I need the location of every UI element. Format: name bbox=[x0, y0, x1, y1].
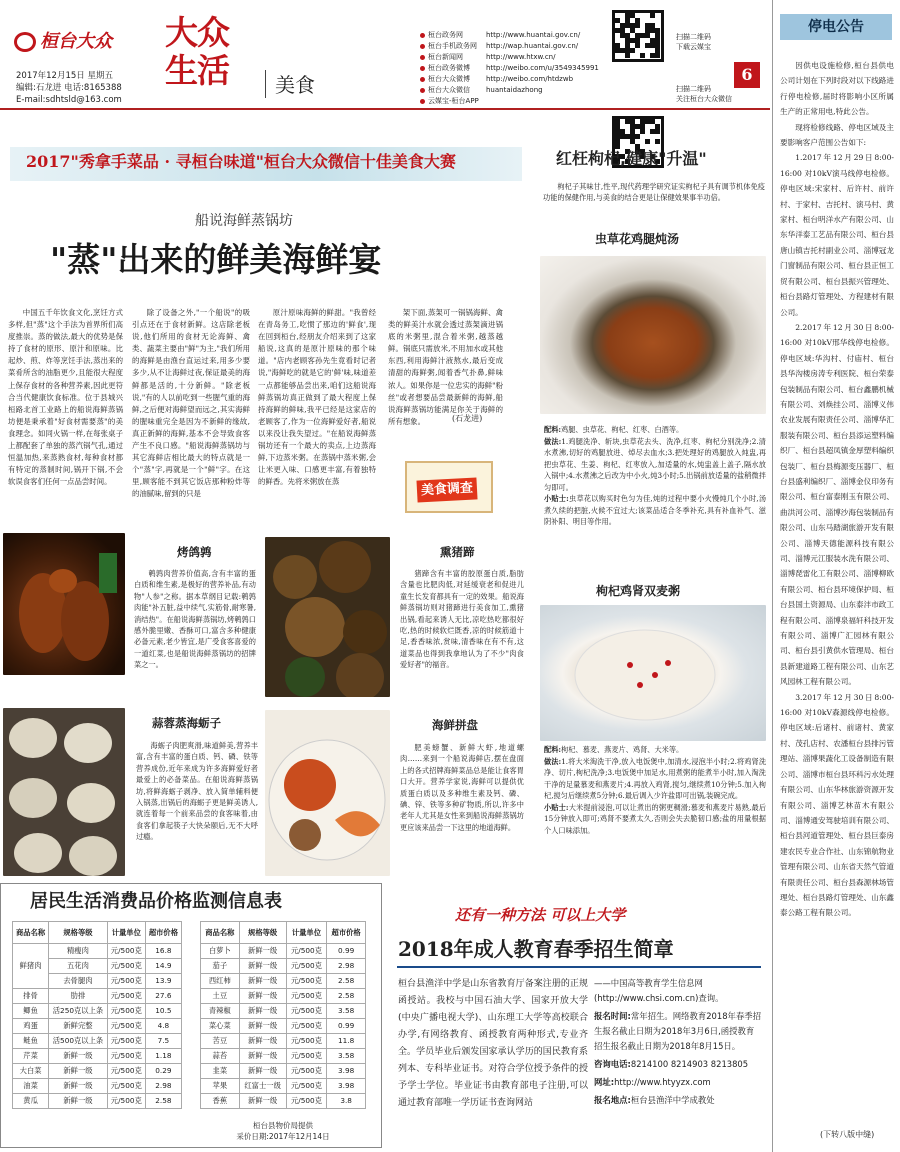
article-column: 架下面,蒸架可一锅锅海鲜、禽类的鲜美汁水就会透过蒸架滴进锅底的米粥里,混合着米粥,越蒸越鲜。锅底只需放米,不用加水或其他东西,利用海鲜汁液熬水,最后变成清甜的海鲜粥,闻着香气扑鼻,鲜味浓人。如果你是一位忠实的海鲜"粉丝"或者想要品尝最新鲜的海鲜,船说海鲜蒸锅坊能满足你关于海鲜的所有想象。 bbox=[388, 308, 503, 426]
table-cell: 元/500克 bbox=[107, 974, 145, 989]
media-link-url[interactable]: huantaidazhong bbox=[486, 86, 543, 94]
table-cell: 27.6 bbox=[145, 989, 181, 1004]
media-link-name: 桓台政务微博 bbox=[428, 64, 470, 72]
table-cell: 红富士一级 bbox=[239, 1079, 286, 1094]
recipe-label: 小贴士: bbox=[544, 494, 569, 503]
porridge-photo bbox=[540, 605, 766, 741]
qr-caption bbox=[676, 84, 732, 104]
article-author: (石龙进) bbox=[452, 414, 483, 423]
section-banner-title bbox=[165, 14, 261, 90]
recipe-text: 大米提前浸泡,可以让煮出的粥更稠滑;慕麦和燕麦片易熟,最后15分钟放入即可;鸡肾不要煮太久,否则会失去脆韧口感;盐的用量根据个人口味添加。 bbox=[544, 802, 767, 835]
table-cell: 元/500克 bbox=[107, 944, 145, 959]
table-cell: 活500克以上条 bbox=[49, 1034, 108, 1049]
table-cell: 14.9 bbox=[145, 959, 181, 974]
article-title: "蒸"出来的鲜美海鲜宴 bbox=[50, 240, 382, 279]
dish-title: 烤鸽鹑 bbox=[177, 545, 212, 559]
table-cell: 新鲜一级 bbox=[239, 1004, 286, 1019]
table-cell: 16.8 bbox=[145, 944, 181, 959]
table-cell: 苦豆 bbox=[201, 1034, 240, 1049]
media-link-row[interactable] bbox=[420, 52, 599, 63]
table-cell: 元/500克 bbox=[286, 944, 327, 959]
ad-phone bbox=[594, 1057, 762, 1072]
bullet-icon bbox=[420, 77, 425, 82]
recipe-text: 鸡腿、虫草花、枸杞、红枣、白酒等。 bbox=[561, 425, 684, 434]
table-cell: 新鲜一级 bbox=[239, 1034, 286, 1049]
table-row bbox=[201, 989, 366, 1004]
media-link-url[interactable]: http://weibo.com/htdzwb bbox=[486, 75, 574, 83]
page-number: 6 bbox=[734, 62, 760, 88]
qr-caption-line: 扫描二维码 bbox=[676, 85, 711, 93]
table-cell: 排骨 bbox=[13, 989, 49, 1004]
ad-body-right bbox=[594, 976, 762, 1108]
table-row bbox=[201, 1079, 366, 1094]
table-row bbox=[13, 944, 182, 959]
table-cell: 肋排 bbox=[49, 989, 108, 1004]
ad-label: 报名地点: bbox=[594, 1095, 631, 1105]
recipe-para bbox=[544, 756, 766, 802]
table-cell: 13.9 bbox=[145, 974, 181, 989]
table-header-row bbox=[13, 922, 182, 944]
table-cell: 韭菜 bbox=[201, 1064, 240, 1079]
table-cell: 元/500克 bbox=[107, 1019, 145, 1034]
table-cell: 元/500克 bbox=[107, 959, 145, 974]
table-cell: 土豆 bbox=[201, 989, 240, 1004]
table-cell: 茄子 bbox=[201, 959, 240, 974]
table-row bbox=[201, 1034, 366, 1049]
dish-title: 蒜蓉蒸海蛎子 bbox=[152, 716, 221, 730]
recipe-label: 做法: bbox=[544, 436, 562, 446]
table-row bbox=[13, 1064, 182, 1079]
table-cell: 元/500克 bbox=[286, 989, 327, 1004]
media-link-url[interactable]: http://wap.huantai.gov.cn/ bbox=[486, 42, 579, 50]
qr-caption-line: 扫描二维码 bbox=[676, 33, 711, 41]
media-link-name: 桓台政务网 bbox=[428, 31, 463, 39]
recipe-title: 虫草花鸡腿炖汤 bbox=[595, 232, 680, 246]
table-cell: 4.8 bbox=[145, 1019, 181, 1034]
ad-text: 桓台县渔洋中学成教处 bbox=[630, 1095, 715, 1105]
recipe-label: 做法: bbox=[544, 756, 562, 766]
bullet-icon bbox=[420, 55, 425, 60]
table-row bbox=[201, 1019, 366, 1034]
media-link-row[interactable] bbox=[420, 30, 599, 41]
stamp-text: 美食调查 bbox=[416, 477, 477, 502]
table-cell: 3.8 bbox=[327, 1094, 366, 1109]
recipe-body bbox=[544, 744, 766, 836]
article-column: 除了设备之外,"一个船说"的吸引点还在于食材新鲜。这店除老板说,他们所用的食材无论海鲜、禽类、蔬菜主要由"鲜"为主,"我们所用的海鲜是由渔台直运过来,用多少要多少,从不让海鲜过夜,保证最美的海鲜都是活的,十分新鲜。"除老板说,"有的人以前吃到一些腥气重的海鲜,之后便对海鲜望而远之,其实海鲜的腥味重完全是因为不新鲜的缘故,真正新鲜的海鲜,基本不会导致食客产生不良口感。"船说海鲜蒸锅坊与其它海鲜店相比最大的特点就是一个"蒸"字,再就是一个"鲜"字。在这里,顾客能不到其它饭店那种粉炸等的油腻味,留到的只是 bbox=[132, 308, 250, 499]
media-link-name: 云媒宝-桓台APP bbox=[428, 97, 479, 105]
dish-description: 海蛎子肉肥爽滑,味道鲜美,营养丰富,含有丰富的蛋白质、钙、磷、铁等营养成份,近年来成为许多海鲜爱好者最爱上的必备菜品。在船说海鲜蒸锅坊,将鲜海蛎子剥净、放入简单辅料便入锅蒸,出锅后的海蛎子更是鲜美诱人,就连着每一个前来品尝的食客味着,由食客们拿起筷子大快朵颐后,无不大呼过瘾。 bbox=[136, 741, 258, 842]
bullet-icon bbox=[420, 33, 425, 38]
ad-label: 咨询电话: bbox=[594, 1059, 631, 1069]
banner-text: 2017"秀拿手菜品 · 寻桓台味道"桓台大众微信十佳美食大赛 bbox=[26, 152, 456, 171]
platter-illustration bbox=[265, 710, 390, 876]
table-row bbox=[13, 1079, 182, 1094]
table-cell: 1.18 bbox=[145, 1049, 181, 1064]
seafood-platter-photo bbox=[265, 710, 390, 876]
table-cell: 青辣椒 bbox=[201, 1004, 240, 1019]
qr-code-icon bbox=[612, 10, 664, 62]
table-row bbox=[13, 1094, 182, 1109]
table-cell: 新鲜一级 bbox=[49, 1079, 108, 1094]
media-link-name: 桓台大众微信 bbox=[428, 86, 470, 94]
table-cell: 鲢鱼 bbox=[13, 1034, 49, 1049]
table-cell: 新鲜一级 bbox=[239, 1049, 286, 1064]
dish-description: 肥美螃蟹、新鲜大虾,地道螺肉……来到一个船说海鲜店,摆在盘面上的各式招牌海鲜菜品总是能让食客胃口大开。营养学家说,海鲜可以提供优质蛋白质以及多种维生素及钙、磷、碘、锌、铁等多种矿物质,所以,许多中老年人尤其是女性来到船说海鲜蒸锅坊更应该来品尝一下这里的地道海鲜。 bbox=[400, 743, 524, 832]
table-row bbox=[201, 974, 366, 989]
issue-info bbox=[16, 70, 122, 106]
table-cell: 元/500克 bbox=[286, 1034, 327, 1049]
ad-website bbox=[594, 1075, 762, 1090]
table-cell: 2.58 bbox=[327, 974, 366, 989]
newspaper-logo bbox=[14, 30, 112, 54]
table-cell: 3.98 bbox=[327, 1079, 366, 1094]
table-cell: 新鲜一级 bbox=[49, 1064, 108, 1079]
table-cell: 去骨腿肉 bbox=[49, 974, 108, 989]
table-cell: 3.58 bbox=[327, 1049, 366, 1064]
table-cell: 元/500克 bbox=[286, 1064, 327, 1079]
table-cell: 10.5 bbox=[145, 1004, 181, 1019]
qr-caption-line: 关注桓台大众微信 bbox=[676, 95, 732, 103]
price-table-right bbox=[200, 921, 366, 1109]
recipe-title: 枸杞鸡肾双麦粥 bbox=[596, 584, 681, 598]
table-cell: 精瘦肉 bbox=[49, 944, 108, 959]
logo-text: 桓台大众 bbox=[40, 31, 112, 52]
notice-body bbox=[780, 58, 894, 921]
table-cell: 新鲜一级 bbox=[49, 1094, 108, 1109]
price-table-title: 居民生活消费品价格监测信息表 bbox=[30, 891, 282, 912]
recipe-label: 小贴士: bbox=[544, 802, 569, 812]
recipe-label: 配料: bbox=[544, 745, 562, 754]
media-link-url[interactable]: http://www.htxw.cn/ bbox=[486, 53, 556, 61]
table-cell: 五花肉 bbox=[49, 959, 108, 974]
quail-illustration bbox=[3, 533, 125, 675]
table-cell: 元/500克 bbox=[107, 1079, 145, 1094]
media-link-url[interactable]: http://weibo.com/u/3549345991 bbox=[486, 64, 599, 72]
table-cell: 元/500克 bbox=[107, 1034, 145, 1049]
table-cell: 元/500克 bbox=[286, 1019, 327, 1034]
column-header: 规格等级 bbox=[239, 922, 286, 944]
media-link-name: 桓台手机政务网 bbox=[428, 42, 477, 50]
column-header: 规格等级 bbox=[49, 922, 108, 944]
food-survey-stamp bbox=[405, 461, 493, 513]
table-cell: 新鲜一级 bbox=[239, 959, 286, 974]
column-header: 计量单位 bbox=[286, 922, 327, 944]
recipe-text: 1.鸡腿洗净、斩块,虫草花去头、洗净,红枣、枸杞分别洗净;2.清水煮沸,切好的鸡腿放进、焯尽去血水;3.把处理好的鸡腿放入炖盅,再把虫草花、生姜、枸杞、红枣放入,加适量的水,炖盅盖上盖子,隔水放入锅中;4.水煮沸之后改为中小火,炖3小时;5.出锅前放适量的盐稍微拌匀即可。 bbox=[544, 436, 766, 492]
table-cell: 蒜苔 bbox=[201, 1049, 240, 1064]
article-subtitle: 船说海鲜蒸锅坊 bbox=[195, 213, 293, 229]
media-link-row[interactable] bbox=[420, 85, 599, 96]
logo-mark-icon bbox=[14, 32, 36, 52]
table-row bbox=[13, 1004, 182, 1019]
price-table-left bbox=[12, 921, 182, 1109]
table-cell: 2.58 bbox=[327, 989, 366, 1004]
qr-caption bbox=[676, 32, 711, 52]
oyster-illustration bbox=[3, 708, 125, 876]
table-cell: 7.5 bbox=[145, 1034, 181, 1049]
table-cell: 3.98 bbox=[327, 1064, 366, 1079]
table-cell: 新鲜一级 bbox=[239, 1019, 286, 1034]
section-name: 美食 bbox=[275, 73, 315, 97]
article-column: 原汁原味海鲜的鲜甜。"我曾经在青岛务工,吃惯了那边的'鲜食',现在回到桓台,经朋友介绍来到了这家船说,这真的是原汁原味的那个味道。"店内老顾客孙先生竟看时记者说,"海鲜吃的就是它的'鲜'味,味道差一点都能够品尝出来,咱们这船说海鲜蒸锅坊真正做到了最大程度上保持海鲜的鲜味,我平已经是这家店的老顾客了,作为一位海鲜爱好者,船说以来没让我失望过。"在船说海鲜蒸锅坊还有一个最大的卖点,上边蒸海鲜,下边蒸米粥。在蒸锅中蒸米粥,会让米更入味、口感更丰富,有着独特的鲜香。先将米粥放在蒸 bbox=[258, 308, 376, 487]
recipe-text: 1.将大米淘洗干净,放入电饭煲中,加清水,浸泡半小时;2.将鸡肾洗净、切片,枸杞洗净;3.电饭煲中加足水,用煮粥的能煮半小时,加入淘洗干净的足量慕麦和燕麦片;4.再放入鸡肾,搅匀,继续煮10分钟;5.加入枸杞,搅匀后继续煮5分钟;6.最后调入少许盐即可出锅,装碗完成。 bbox=[544, 756, 767, 800]
recipe-para bbox=[544, 493, 766, 528]
trotters-illustration bbox=[265, 537, 390, 697]
title-line-1: 大众 bbox=[165, 13, 229, 52]
notice-title: 停电公告 bbox=[780, 14, 892, 40]
table-cell: 新鲜一级 bbox=[239, 974, 286, 989]
table-cell: 鸡蛋 bbox=[13, 1019, 49, 1034]
article-column: 中国五千年饮食文化,烹饪方式多样,但"蒸"这个手法为首界所们高度推崇。蒸的做法,最大的优势是保持了食材的原形、原汁和原味。比起炒、煎、炸等烹饪手法,蒸出来的菜肴所含的油脂更少,且能很大程度上保存食材的各种营养素,因此更符合当代健康饮食标准。位于县城兴桓路北首工业路上的船说海鲜蒸锅坊便是秉承着"好食材需要蒸"的美食理念。如同火锅一样,在每张桌子上都配套了单独的蒸汽锅气孔,通过恒温加热,来蒸熟食材,每种食材都有特定的蒸制时间,锅开下锅,不会软误食客们任何一点品尝时间。 bbox=[8, 308, 123, 487]
ad-text: http://www.htyyzx.com bbox=[614, 1077, 711, 1087]
table-cell: 元/500克 bbox=[107, 989, 145, 1004]
qr-caption-line: 下载云媒宝 bbox=[676, 43, 711, 51]
ad-intro: ——中国高等教育学生信息网(http://www.chsi.com.cn)查询。 bbox=[594, 978, 724, 1003]
table-cell: 大白菜 bbox=[13, 1064, 49, 1079]
title-line-2: 生活 bbox=[165, 51, 229, 90]
table-cell: 元/500克 bbox=[286, 1079, 327, 1094]
media-link-row[interactable] bbox=[420, 41, 599, 52]
table-header-row bbox=[201, 922, 366, 944]
table-cell: 元/500克 bbox=[107, 1049, 145, 1064]
table-cell: 元/500克 bbox=[286, 959, 327, 974]
issue-date: 2017年12月15日 星期五 bbox=[16, 71, 113, 81]
table-cell: 元/500克 bbox=[286, 974, 327, 989]
table-row bbox=[201, 1064, 366, 1079]
table-cell: 白萝卜 bbox=[201, 944, 240, 959]
divider bbox=[397, 966, 761, 968]
recipe-text: 虫草花以购买时色匀为佳,炖的过程中要小火慢炖几个小时,汤煮久续的把脏,火候不宜过大;该菜品适合冬季补充,具有补血补气、滋阴补阳、明目等作用。 bbox=[544, 494, 767, 526]
table-cell: 新鲜一级 bbox=[239, 989, 286, 1004]
dish-title: 海鲜拼盘 bbox=[432, 718, 478, 732]
table-cell: 元/500克 bbox=[107, 1094, 145, 1109]
article-title: 红枉枸杞,健康"升温" bbox=[556, 149, 707, 168]
media-links bbox=[420, 30, 599, 107]
table-cell: 西红柿 bbox=[201, 974, 240, 989]
table-cell: 0.99 bbox=[327, 944, 366, 959]
table-cell: 元/500克 bbox=[107, 1004, 145, 1019]
column-header: 超市价格 bbox=[327, 922, 366, 944]
chicken-soup-photo bbox=[540, 256, 766, 414]
article-intro: 枸杞子其味甘,性平,现代药理学研究证实枸杞子具有调节机体免疫功能的保健作用,与美食的结合更是让保健效果事半功倍。 bbox=[543, 182, 765, 203]
porridge-illustration bbox=[540, 605, 766, 741]
email-line: E-mail:sdhtsld@163.com bbox=[16, 95, 122, 105]
media-link-url[interactable]: http://www.huantai.gov.cn/ bbox=[486, 31, 581, 39]
table-row bbox=[13, 1034, 182, 1049]
table-row bbox=[13, 1049, 182, 1064]
media-link-name: 桓台大众微博 bbox=[428, 75, 470, 83]
ad-slogan: 还有一种方法 可以上大学 bbox=[455, 906, 626, 924]
ad-text: 8214100 8214903 8213805 bbox=[630, 1059, 749, 1069]
column-header: 商品名称 bbox=[13, 922, 49, 944]
notice-para: 2.2017年12月30日8:00-16:00 对10kV邢华线停电检修。停电区域:华沟村、付庙村、桓台县华沟楼房涛专利医院、桓台荣泰包装制品有限公司、桓台鑫鹏机械有限公司、刘焕挂公司、淄博义伟农业发展有限责任公司、淄博华汇服装有限公司、桓台县添运塑料编织厂、桓台县超凤镇金厚塑料编织包装厂、桓台县梅源变压器厂、桓台县盛利编织厂、淄博金仪印务有限公司、桓台富泰刚玉有限公司、曲洪河公司、淄博沙海包装制品有限公司、山东马踏湖旅游开发有限公司、淄博天德能源科技有限公司、淄博元江服装水洗有限公司、淄博琵雷化工有限公司、淄博柳欧有限公司、桓台县环境保护局、桓台县国土资源局、山东泰沣市政工程有限公司、淄博泉福轩科技开发有限公司、淄博广汇园林有限公司、桓台县引黄供水管理局、桓台县新建道路工程有限公司、山东艺风园林工程有限公司。 bbox=[780, 322, 894, 687]
dish-description: 鹌鹑肉营养价值高,含有丰富的蛋白质和维生素,是极好的营养补品,有动物"人参"之称。据本草纲目记载:鹌鹑肉能"补五脏,益中续气,实筋骨,耐寒暑,消结热"。在船说海鲜蒸锅坊,烤鹌鹑口感外脆里嫩、香酥可口,富含多种健康必备元素,老少皆宜,是广受食客喜爱的一道红菜,也是船说海鲜蒸锅坊的招牌菜之一。 bbox=[134, 569, 256, 670]
bullet-icon bbox=[420, 99, 425, 104]
media-link-row[interactable] bbox=[420, 96, 599, 107]
bullet-icon bbox=[420, 44, 425, 49]
notice-continued: (下转八版中缝) bbox=[820, 1130, 875, 1139]
ad-body-left: 桓台县渔洋中学是山东省教育厅备案注册的正规函授站。我校与中国石油大学、国家开放大学(中央广播电视大学)、山东理工大学等高校联合办学,有网络教育、函授教育两种形式,专业齐全。学员毕业后颁发国家承认学历的国民教育系列本、专科毕业证书。对符合学位授予条件的授予学士学位。毕业证书由教育部电子注册,可以通过教育部唯一学历证书查询网站 bbox=[398, 979, 588, 1108]
table-cell: 11.8 bbox=[327, 1034, 366, 1049]
table-cell: 元/500克 bbox=[107, 1064, 145, 1079]
table-cell: 新鲜一级 bbox=[49, 1049, 108, 1064]
table-cell: 元/500克 bbox=[286, 1094, 327, 1109]
divider bbox=[265, 70, 266, 98]
price-provider: 桓台县物价局提供 bbox=[253, 1121, 313, 1130]
table-cell: 香蕉 bbox=[201, 1094, 240, 1109]
recipe-para bbox=[544, 424, 766, 436]
editor-line: 编辑:石龙进 电话:8165388 bbox=[16, 83, 122, 93]
bullet-icon bbox=[420, 66, 425, 71]
notice-para: 现将检修线路、停电区域及主要影响客户范围公告如下: bbox=[780, 122, 894, 148]
table-row bbox=[201, 1094, 366, 1109]
dish-title: 熏猪蹄 bbox=[440, 545, 475, 559]
recipe-para bbox=[544, 436, 766, 494]
table-cell: 新鲜一级 bbox=[239, 944, 286, 959]
notice-para: 1.2017年12月29日8:00-16:00 对10kV演马线停电检修。停电区域:宋家村、后许村、前许村、于家村、吉托村、演马村、黄家村、桓台明洋水产有限公司、山东华洋泰工艺品有限公司、桓台县唐山镇吉托村副业公司、淄博冠龙门窗制品有限公司、桓台县正恒工贸有限公司、桓台县振兴管理处、桓台县路灯管理处、方程建材有限公司。 bbox=[780, 153, 894, 317]
ad-label: 网址: bbox=[594, 1077, 615, 1087]
table-cell: 鲫鱼 bbox=[13, 1004, 49, 1019]
table-cell: 元/500克 bbox=[286, 1049, 327, 1064]
recipe-body bbox=[544, 424, 766, 528]
table-cell: 鲜猪肉 bbox=[13, 944, 49, 989]
column-header: 超市价格 bbox=[145, 922, 181, 944]
table-cell: 3.58 bbox=[327, 1004, 366, 1019]
column-header: 计量单位 bbox=[107, 922, 145, 944]
media-link-row[interactable] bbox=[420, 63, 599, 74]
table-cell: 2.98 bbox=[145, 1079, 181, 1094]
dish-description: 猪蹄含有丰富的胶原蛋白质,脂肪含量也比肥肉低,对延缓衰老和促进儿童生长发育都具有一定的效果。船说海鲜蒸锅坊则对猪蹄进行美食加工,熏猪出锅,看起来诱人无比,凉吃热吃都很好吃,热的时候软烂既香,凉的时候筋道十足,香香味浓,赏味,清香味在有不有,这道菜品也得到我拿地认为了不少"肉食爱好者"的福音。 bbox=[400, 569, 524, 670]
table-cell: 活250克以上条 bbox=[49, 1004, 108, 1019]
ad-label: 报名时间: bbox=[594, 1011, 631, 1021]
bullet-icon bbox=[420, 88, 425, 93]
table-cell: 元/500克 bbox=[286, 1004, 327, 1019]
contest-banner bbox=[10, 147, 522, 181]
table-cell: 黄瓜 bbox=[13, 1094, 49, 1109]
ad-text: 常年招生。网络教育2018年春季招生报名截止日期为2018年3月6日,函授教育招生报名截止日期为2018年8月15日。 bbox=[594, 1011, 762, 1051]
table-cell: 2.98 bbox=[327, 959, 366, 974]
notice-para: 因供电设施检修,桓台县供电公司计划在下列时段对以下线路进行停电检修,届时将影响小区所属生产的正常用电,特此公告。 bbox=[780, 61, 894, 117]
ad-address bbox=[594, 1093, 762, 1108]
table-cell: 新鲜完整 bbox=[49, 1019, 108, 1034]
price-date: 采价日期:2017年12月14日 bbox=[236, 1132, 330, 1141]
recipe-text: 枸杞、慕麦、燕麦片、鸡肾、大米等。 bbox=[561, 745, 684, 754]
table-row bbox=[201, 959, 366, 974]
table-cell: 2.58 bbox=[145, 1094, 181, 1109]
roast-quail-photo bbox=[3, 533, 125, 675]
table-row bbox=[13, 989, 182, 1004]
smoked-trotters-photo bbox=[265, 537, 390, 697]
table-cell: 0.29 bbox=[145, 1064, 181, 1079]
garlic-oyster-photo bbox=[3, 708, 125, 876]
recipe-label: 配料: bbox=[544, 425, 562, 434]
media-link-name: 桓台新闻网 bbox=[428, 53, 463, 61]
table-cell: 菜心菜 bbox=[201, 1019, 240, 1034]
table-cell: 芹菜 bbox=[13, 1049, 49, 1064]
table-cell: 苹果 bbox=[201, 1079, 240, 1094]
ad-time bbox=[594, 1009, 762, 1054]
table-row bbox=[13, 1019, 182, 1034]
table-cell: 新鲜一级 bbox=[239, 1064, 286, 1079]
column-header: 商品名称 bbox=[201, 922, 240, 944]
table-row bbox=[201, 944, 366, 959]
media-link-row[interactable] bbox=[420, 74, 599, 85]
recipe-para bbox=[544, 802, 766, 837]
table-cell: 0.99 bbox=[327, 1019, 366, 1034]
table-cell: 油菜 bbox=[13, 1079, 49, 1094]
recipe-para bbox=[544, 744, 766, 756]
table-row bbox=[201, 1004, 366, 1019]
notice-para: 3.2017年12月30日8:00-16:00 对10kV森源线停电检修。停电区域:后诸村、前诸村、黄家村、茂孔店村、农潘桓台县排污管理站、淄博果蔬化工设备制造有限公司、淄博市桓台县环科污水处理有限公司、山东华林旅游资源开发有限公司、淄博艺林苗木有限公司、淄博通安驾驶培训有限公司、桓台县河道管理处、桓台县巨泰房建农民专业合作社、山东锦航物业管理有限公司、山东省天然气管道有限责任公司、桓台县森源林场管理处、桓台县路灯管理处、山东鑫泰公路工程有限公司。 bbox=[780, 692, 894, 918]
table-cell: 新鲜一级 bbox=[239, 1094, 286, 1109]
ad-title: 2018年成人教育春季招生简章 bbox=[398, 937, 674, 961]
table-row bbox=[201, 1049, 366, 1064]
price-source bbox=[210, 1120, 356, 1142]
